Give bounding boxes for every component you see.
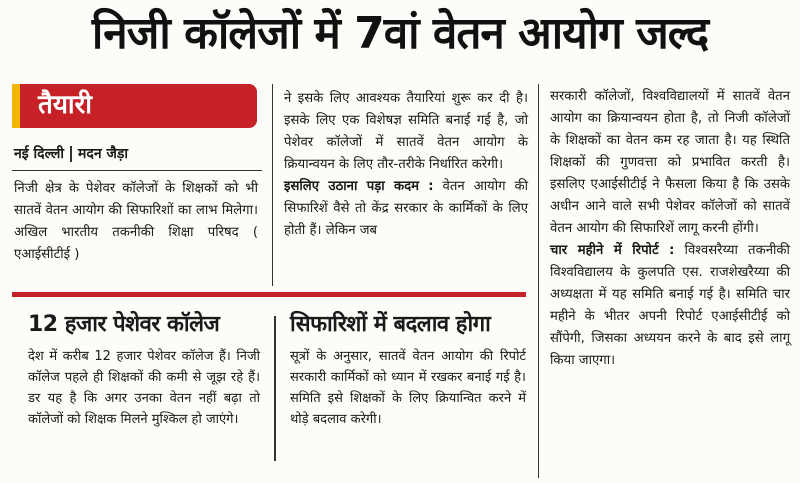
column-2-lead: इसलिए उठाना पड़ा कदम : <box>284 179 434 194</box>
column-2-text <box>284 88 528 242</box>
column-3-text <box>550 86 790 372</box>
column-2-para-1: ने इसके लिए आवश्यक तैयारियां शुरू कर दी है। इसके लिए एक विशेषज्ञ समिति बनाई गई है, जो पेशेवर कॉलेजों में सातवें वेतन आयोग के क्रियान्वयन के लिए तौर-तरीके निर्धारित करेगी। <box>284 91 528 172</box>
box-1-title: 12 हजार पेशेवर कॉलेज <box>28 312 220 337</box>
box-top-bar <box>12 292 526 297</box>
column-divider-2 <box>538 84 539 478</box>
byline-rule <box>12 170 262 171</box>
box-2-text: सूत्रों के अनुसार, सातवें वेतन आयोग की रिपोर्ट सरकारी कार्मिकों को ध्यान में रखकर बनाई गई है। समिति इसे शिक्षकों के लिए क्रियान्वित करने में थोड़े बदलाव करेगी। <box>290 349 526 427</box>
byline <box>14 144 128 163</box>
headline: निजी कॉलेजों में 7वां वेतन आयोग जल्द <box>91 8 709 59</box>
column-2-para-2: वेतन आयोग की सिफारिशें वैसे तो केंद्र सरकार के कार्मिकों के लिए होती हैं। लेकिन जब <box>284 179 528 238</box>
column-3-para-2: विश्वसरैय्या तकनीकी विश्वविद्यालय के कुलपति एस. राजशेखरैय्या की अध्यक्षता में यह समिति बनाई गई है। समिति चार महीने के भीतर अपनी रिपोर्ट एआईसीटीई को सौंपेगी, जिसका अध्ययन करने के बाद इसे लागू किया जाएगा। <box>550 243 790 368</box>
box-2-title: सिफारिशों में बदलाव होगा <box>290 312 491 337</box>
byline-place: नई दिल्ली <box>14 146 65 162</box>
column-1-text: निजी क्षेत्र के पेशेवर कॉलेजों के शिक्षकों को भी सातवें वेतन आयोग की सिफारिशों का लाभ मिलेगा। अखिल भारतीय तकनीकी शिक्षा परिषद ( एआईसीटीई ) <box>14 181 258 262</box>
column-divider-1 <box>272 84 273 286</box>
column-3-para-1: सरकारी कॉलेजों, विश्वविद्यालयों में सातवें वेतन आयोग का क्रियान्वयन होता है, तो निजी कॉलेजों के शिक्षकों का वेतन कम रह जाता है। यह स्थिति शिक्षकों की गुणवत्ता को प्रभावित करती है। इसलिए एआईसीटीई ने फैसला किया है कि उसके अधीन आने वाले सभी पेशेवर कॉलेजों को सातवें वेतन आयोग की सिफारिशें लागू करनी होंगी। <box>550 89 790 236</box>
section-tag <box>12 84 257 128</box>
column-3-lead: चार महीने में रिपोर्ट : <box>550 243 675 258</box>
byline-separator <box>70 146 72 162</box>
box-1-text: देश में करीब 12 हजार पेशेवर कॉलेज हैं। निजी कॉलेज पहले ही शिक्षकों की कमी से जूझ रहे हैं। डर यह है कि अगर उनका वेतन नहीं बढ़ा तो कॉलेजों को शिक्षक मिलने मुश्किल हो जाएंगे। <box>28 349 260 427</box>
box-divider <box>274 316 276 461</box>
tag-stripe <box>12 84 20 128</box>
section-tag-label: तैयारी <box>38 90 93 120</box>
byline-author: मदन जैड़ा <box>78 146 128 162</box>
